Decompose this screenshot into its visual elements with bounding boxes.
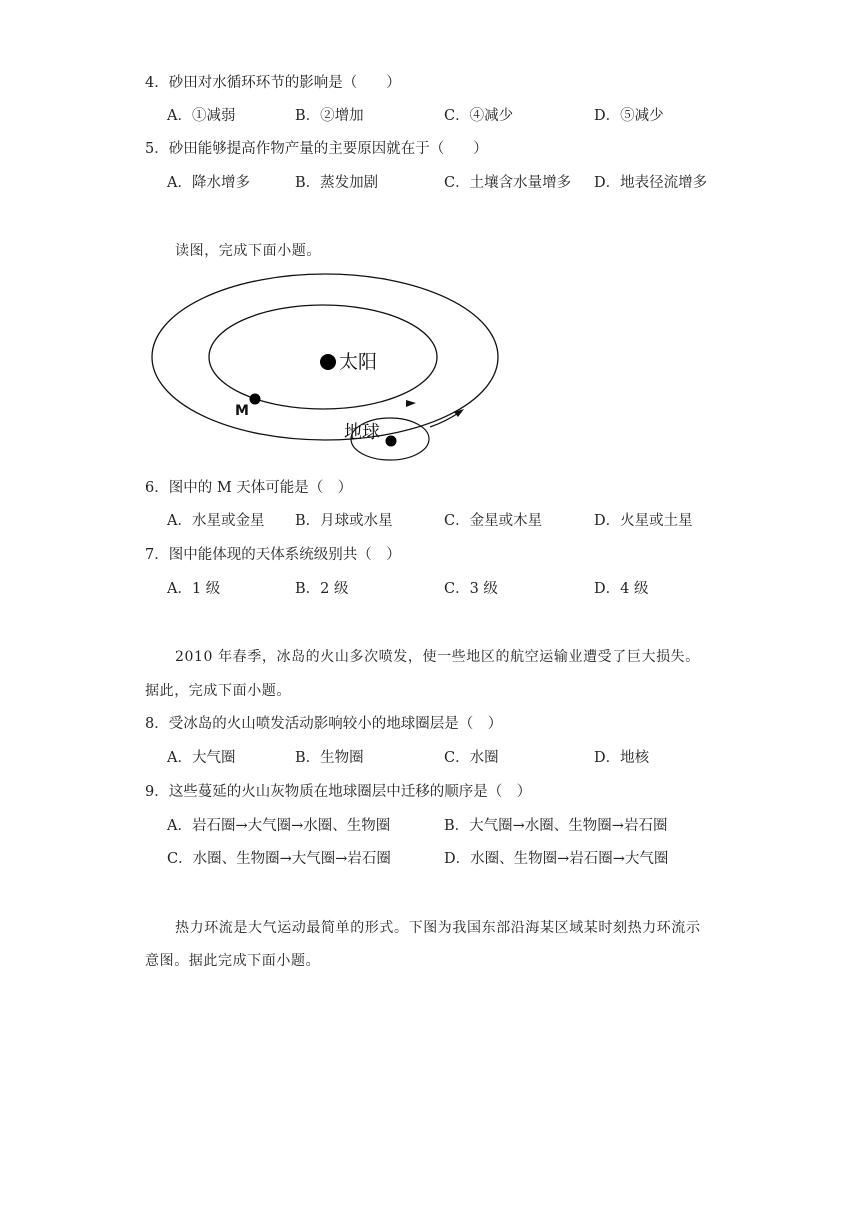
- q8-option-a: A．大气圈: [167, 750, 236, 766]
- q7-option-b: B．2 级: [295, 581, 349, 597]
- q6-option-c: C．金星或木星: [444, 513, 543, 529]
- intro-volcano-line2: 据此，完成下面小题。: [145, 683, 291, 699]
- q7-option-c: C．3 级: [444, 581, 498, 597]
- m-label: M: [235, 403, 249, 419]
- question-4-stem: 4．砂田对水循环环节的影响是（ ）: [145, 75, 401, 91]
- q9-option-b: B．大气圈→水圈、生物圈→岩石圈: [444, 818, 668, 834]
- question-9-stem: 9．这些蔓延的火山灰物质在地球圈层中迁移的顺序是（ ）: [145, 784, 532, 800]
- q7-option-d: D．4 级: [594, 581, 649, 597]
- intro-thermal-line2: 意图。据此完成下面小题。: [145, 953, 321, 969]
- q6-option-a: A．水星或金星: [167, 513, 265, 529]
- earth-orbit-arrow: [430, 412, 460, 427]
- q4-option-d: D．⑤减少: [594, 108, 664, 124]
- earth-label: 地球: [344, 422, 380, 443]
- q5-option-b: B．蒸发加剧: [295, 175, 379, 191]
- intro-volcano-line1: 2010 年春季，冰岛的火山多次喷发，使一些地区的航空运输业遭受了巨大损失。: [175, 649, 700, 665]
- question-5-stem: 5．砂田能够提高作物产量的主要原因就在于（ ）: [145, 141, 488, 157]
- q8-option-d: D．地核: [594, 750, 650, 766]
- q7-option-a: A．1 级: [167, 581, 221, 597]
- question-6-stem: 6．图中的 M 天体可能是（ ）: [145, 480, 353, 496]
- q6-option-d: D．火星或土星: [594, 513, 693, 529]
- sun-dot: [320, 354, 336, 370]
- q6-option-b: B．月球或水星: [295, 513, 393, 529]
- q9-option-a: A．岩石圈→大气圈→水圈、生物圈: [167, 818, 391, 834]
- q9-option-d: D．水圈、生物圈→岩石圈→大气圈: [444, 851, 669, 867]
- m-planet-dot: [250, 394, 261, 405]
- intro-orbit: 读图，完成下面小题。: [175, 243, 321, 259]
- question-8-stem: 8．受冰岛的火山喷发活动影响较小的地球圈层是（ ）: [145, 716, 503, 732]
- q5-option-d: D．地表径流增多: [594, 175, 708, 191]
- q8-option-c: C．水圈: [444, 750, 499, 766]
- q5-option-a: A．降水增多: [167, 175, 250, 191]
- q5-option-c: C．土壤含水量增多: [444, 175, 572, 191]
- sun-label: 太阳: [339, 351, 378, 373]
- q4-option-c: C．④减少: [444, 108, 514, 124]
- q4-option-b: B．②增加: [295, 108, 364, 124]
- q8-option-b: B．生物圈: [295, 750, 364, 766]
- arrowhead-inner: [406, 400, 416, 407]
- q4-option-a: A．①减弱: [167, 108, 236, 124]
- orbit-diagram: [140, 262, 510, 472]
- intro-thermal-line1: 热力环流是大气运动最简单的形式。下图为我国东部沿海某区域某时刻热力环流示: [175, 920, 701, 936]
- earth-dot: [386, 436, 397, 447]
- q9-option-c: C．水圈、生物圈→大气圈→岩石圈: [167, 851, 391, 867]
- question-7-stem: 7．图中能体现的天体系统级别共（ ）: [145, 547, 401, 563]
